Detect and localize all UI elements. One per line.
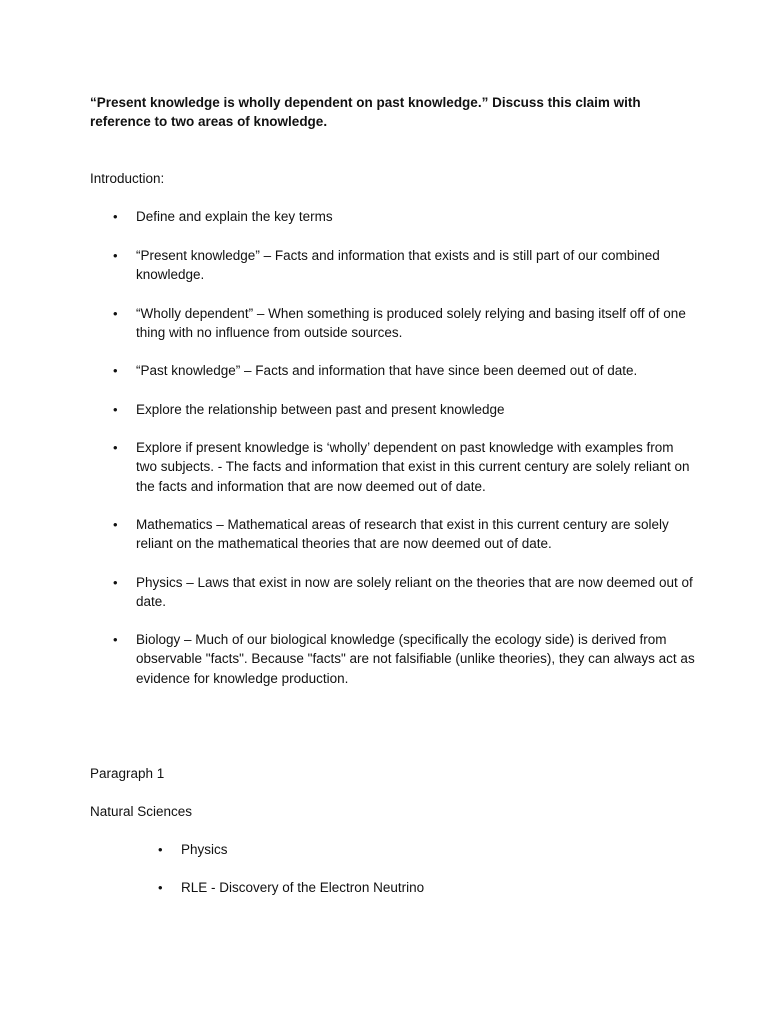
list-item-text: Explore if present knowledge is ‘wholly’ dependent on past knowledge with examples from two subjects. - The facts and information that exist in this current century are solely reliant on the facts and information that are now deemed out of date. — [136, 440, 690, 494]
list-item-text: “Past knowledge” – Facts and information that have since been deemed out of date. — [136, 363, 638, 378]
list-item — [113, 246, 696, 285]
list-item — [113, 630, 696, 688]
bullet-icon: • — [113, 306, 118, 321]
bullet-icon: • — [113, 517, 118, 532]
bullet-icon: • — [158, 880, 163, 895]
list-item — [113, 515, 696, 554]
list-item — [113, 400, 696, 419]
list-item-text: Biology – Much of our biological knowledge (specifically the ecology side) is derived from observable "facts". Because "facts" are not falsifiable (unlike theories), they can always act as evidence for knowledge production. — [136, 632, 695, 686]
list-item-text: RLE - Discovery of the Electron Neutrino — [181, 880, 425, 895]
paragraph-1-heading: Paragraph 1 — [90, 766, 165, 781]
list-item — [113, 361, 696, 380]
list-item — [113, 207, 696, 226]
bullet-icon: • — [113, 440, 118, 455]
bullet-icon: • — [113, 248, 118, 263]
list-item-text: Mathematics – Mathematical areas of research that exist in this current century are solely reliant on the mathematical theories that are now deemed out of date. — [136, 517, 669, 552]
natural-sciences-heading: Natural Sciences — [90, 804, 193, 819]
list-item-text: Explore the relationship between past and present knowledge — [136, 402, 505, 417]
list-item — [158, 840, 681, 859]
list-item — [158, 878, 681, 897]
bullet-icon: • — [158, 842, 163, 857]
list-item-text: “Wholly dependent” – When something is produced solely relying and basing itself off of one thing with no influence from outside sources. — [136, 306, 686, 341]
list-item-text: Physics — [181, 842, 228, 857]
list-item — [113, 438, 696, 496]
list-item-text: Define and explain the key terms — [136, 209, 333, 224]
bullet-icon: • — [113, 575, 118, 590]
list-item-text: “Present knowledge” – Facts and information that exists and is still part of our combined knowledge. — [136, 248, 660, 283]
bullet-icon: • — [113, 402, 118, 417]
essay-title: “Present knowledge is wholly dependent on past knowledge.” Discuss this claim with reference to two areas of knowledge. — [90, 95, 641, 129]
list-item-text: Physics – Laws that exist in now are solely reliant on the theories that are now deemed out of date. — [136, 575, 693, 610]
bullet-icon: • — [113, 209, 118, 224]
introduction-heading: Introduction: — [90, 171, 165, 186]
bullet-icon: • — [113, 632, 118, 647]
list-item — [113, 573, 696, 612]
bullet-icon: • — [113, 363, 118, 378]
list-item — [113, 304, 696, 343]
